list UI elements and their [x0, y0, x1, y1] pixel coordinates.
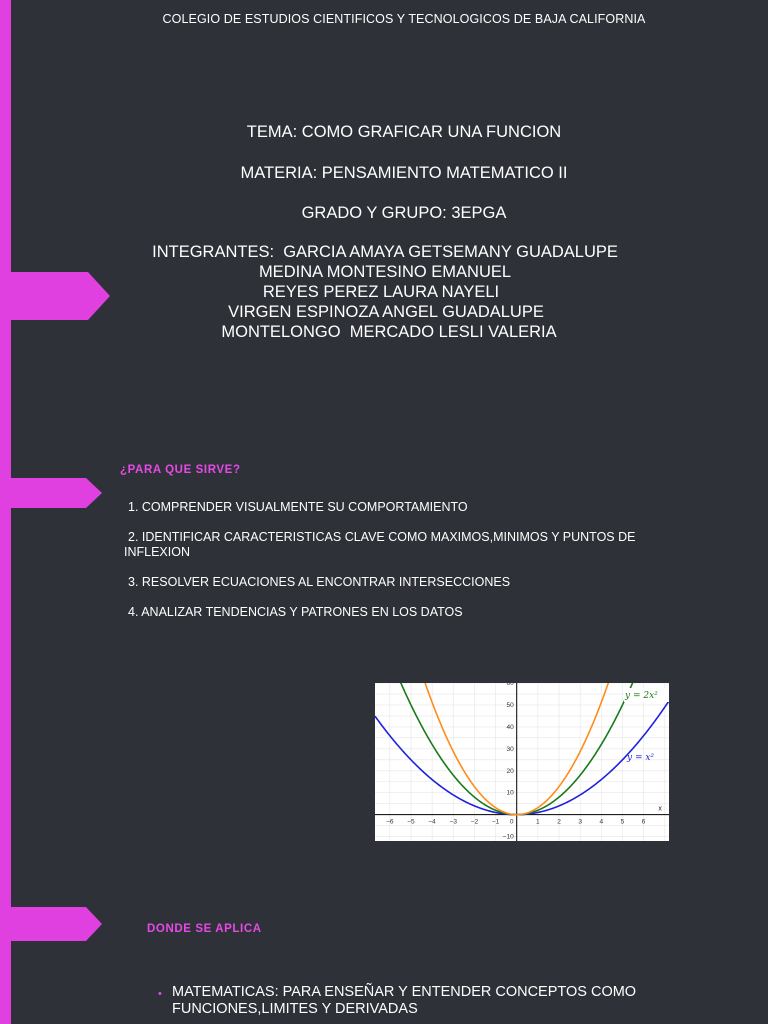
series-label: y = 2x²: [625, 691, 658, 701]
accent-spine: [0, 0, 11, 1024]
integrantes-list: [0, 242, 768, 342]
member-name: REYES PEREZ LAURA NAYELI: [262, 283, 500, 301]
application-item: MATEMATICAS: PARA ENSEÑAR Y ENTENDER CONCEPTOS COMO FUNCIONES,LIMITES Y DERIVADAS: [172, 984, 637, 1017]
school-name: COLEGIO DE ESTUDIOS CIENTIFICOS Y TECNOLOGICOS DE BAJA CALIFORNIA: [162, 12, 646, 26]
graph-canvas: [375, 683, 669, 841]
list-item: 4. ANALIZAR TENDENCIAS Y PATRONES EN LOS DATOS: [128, 605, 463, 619]
x-tick-label: 2: [557, 818, 561, 826]
tema-line: TEMA: COMO GRAFICAR UNA FUNCION: [246, 123, 562, 141]
x-tick-label: −2: [470, 818, 479, 826]
y-tick-label: 50: [506, 701, 514, 709]
x-tick-label: −3: [449, 818, 457, 826]
member-name: MEDINA MONTESINO EMANUEL: [258, 263, 512, 281]
parabola-graph: [375, 683, 669, 841]
list-item: [158, 984, 688, 1018]
y-tick-label: −10: [502, 833, 514, 841]
x-tick-label: 0: [509, 818, 514, 826]
x-tick-label: 3: [578, 818, 582, 826]
x-tick-label: −4: [428, 818, 436, 826]
member-name: MONTELONGO MERCADO LESLI VALERIA: [221, 323, 557, 341]
donde-se-aplica-heading: DONDE SE APLICA: [147, 923, 262, 935]
y-tick-label: 60: [506, 683, 514, 687]
x-tick-label: 1: [536, 818, 540, 826]
series-label: y = x²: [627, 753, 655, 763]
x-tick-label: −6: [386, 818, 394, 826]
list-item: 1. COMPRENDER VISUALMENTE SU COMPORTAMIENTO: [128, 500, 468, 514]
y-tick-label: 40: [506, 723, 514, 731]
materia-line: MATERIA: PENSAMIENTO MATEMATICO II: [240, 164, 568, 182]
list-item: 3. RESOLVER ECUACIONES AL ENCONTRAR INTERSECCIONES: [128, 575, 511, 589]
section-tab-donde-se-aplica: [0, 907, 110, 941]
x-tick-label: −5: [407, 818, 415, 826]
x-axis-label: x: [658, 805, 662, 813]
x-tick-label: 4: [599, 818, 604, 826]
y-tick-label: 20: [506, 767, 514, 775]
bullet-icon: •: [158, 988, 162, 1000]
x-tick-label: 5: [620, 818, 625, 826]
grado-line: GRADO Y GRUPO: 3EPGA: [301, 204, 507, 222]
para-que-sirve-heading: ¿PARA QUE SIRVE?: [120, 464, 241, 476]
section-tab-para-que-sirve: [0, 478, 110, 508]
y-tick-label: 10: [506, 789, 514, 797]
integrantes-line: INTEGRANTES: GARCIA AMAYA GETSEMANY GUADALUPE: [152, 243, 618, 261]
x-tick-label: −1: [491, 818, 500, 826]
list-item: 2. IDENTIFICAR CARACTERISTICAS CLAVE COMO MAXIMOS,MINIMOS Y PUNTOS DE INFLEXION: [124, 530, 636, 559]
y-tick-label: 30: [506, 745, 514, 753]
series-curve: [375, 701, 669, 815]
member-name: VIRGEN ESPINOZA ANGEL GUADALUPE: [228, 303, 544, 321]
x-tick-label: 6: [641, 818, 646, 826]
